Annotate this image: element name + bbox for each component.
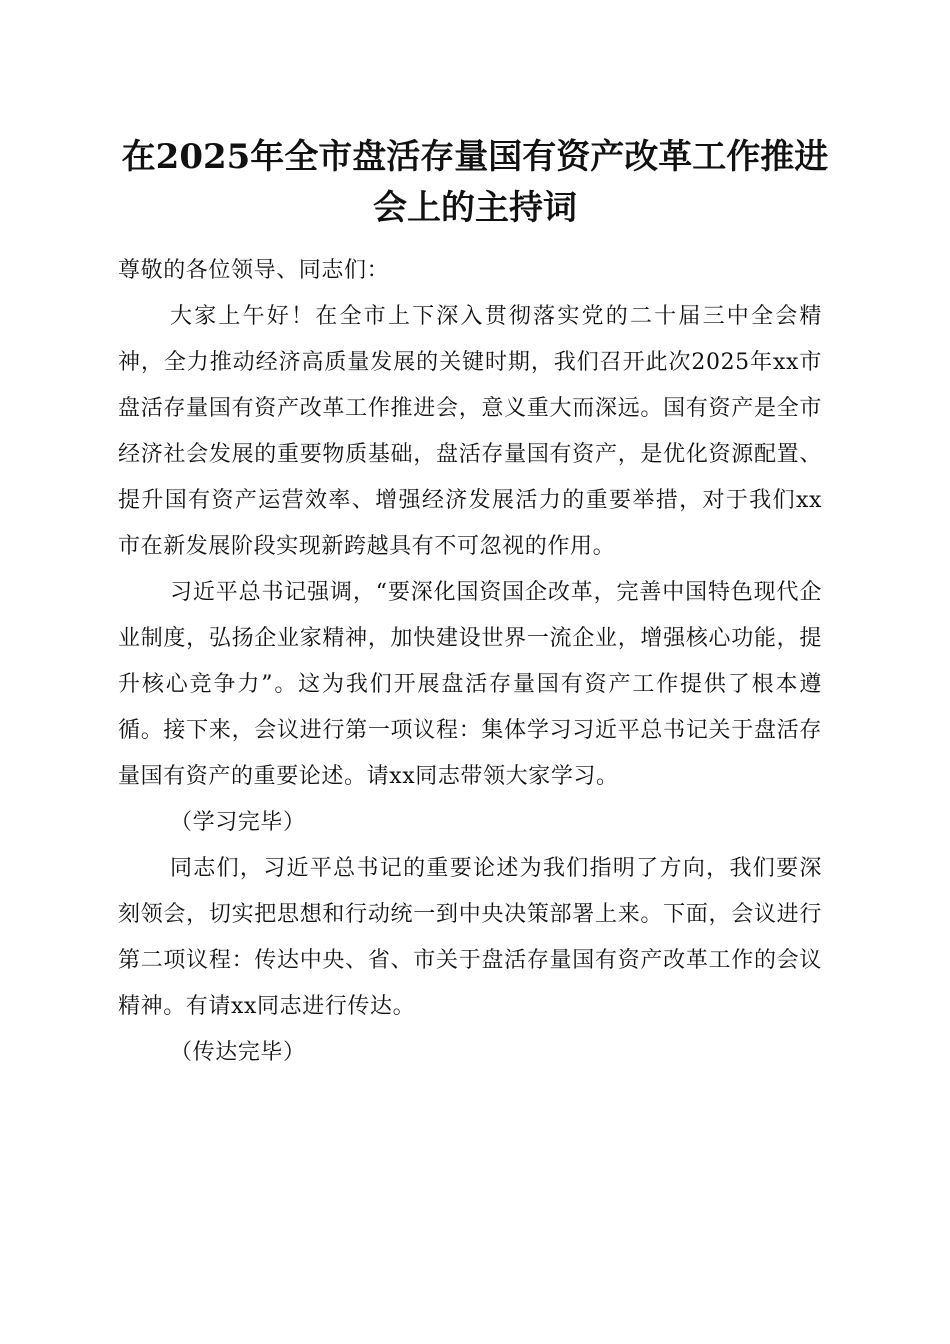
document-title: 在2025年全市盘活存量国有资产改革工作推进会上的主持词 (121, 137, 829, 228)
paragraph-agenda-one: 习近平总书记强调，“要深化国资国企改革，完善中国特色现代企业制度，弘扬企业家精神，加快建设世界一流企业，增强核心功能，提升核心竞争力”。这为我们开展盘活存量国有资产工作提供了根本遵循。接下来，会议进行第一项议程：集体学习习近平总书记关于盘活存量国有资产的重要论述。请xx同志带领大家学习。 (118, 580, 822, 789)
document-body (118, 248, 822, 1076)
stage-note-study-complete: （学习完毕） (170, 810, 306, 835)
salutation: 尊敬的各位领导、同志们： (118, 258, 390, 283)
paragraph-agenda-two: 同志们，习近平总书记的重要论述为我们指明了方向，我们要深刻领会，切实把思想和行动统一到中央决策部署上来。下面，会议进行第二项议程：传达中央、省、市关于盘活存量国有资产改革工作的会议精神。有请xx同志进行传达。 (118, 856, 822, 1019)
paragraph-opening: 大家上午好！在全市上下深入贯彻落实党的二十届三中全会精神，全力推动经济高质量发展的关键时期，我们召开此次2025年xx市盘活存量国有资产改革工作推进会，意义重大而深远。国有资产是全市经济社会发展的重要物质基础，盘活存量国有资产，是优化资源配置、提升国有资产运营效率、增强经济发展活力的重要举措，对于我们xx市在新发展阶段实现新跨越具有不可忽视的作用。 (118, 304, 822, 559)
stage-note-relay-complete: （传达完毕） (170, 1040, 306, 1065)
